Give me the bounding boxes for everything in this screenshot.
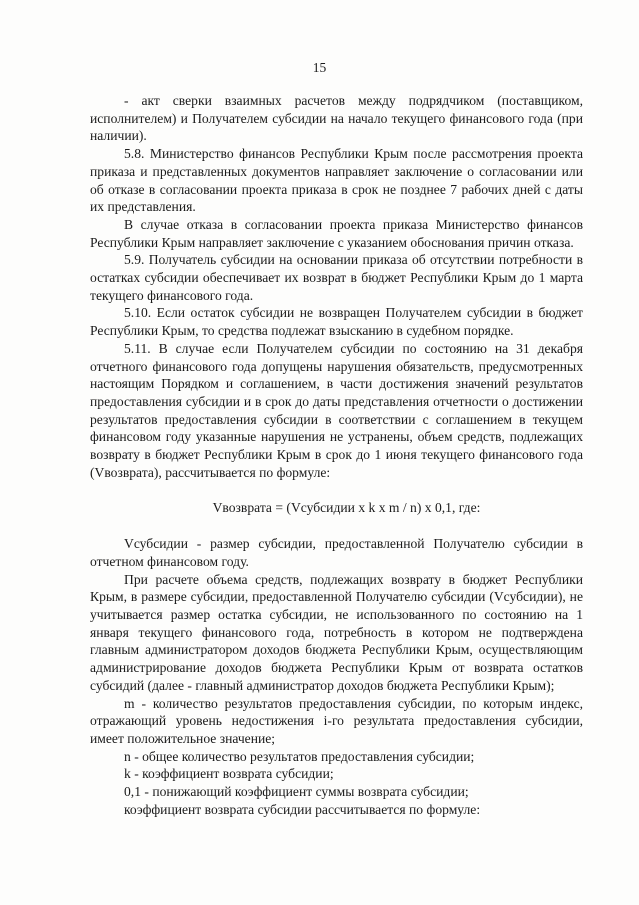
paragraph-refusal: В случае отказа в согласовании проекта приказа Министерство финансов Республики Крым направляет заключение с указанием обоснования причин отказа. [90,216,583,250]
paragraph-coefficient-formula-intro: коэффициент возврата субсидии рассчитывается по формуле: [124,801,481,817]
paragraph-5-10: 5.10. Если остаток субсидии не возвращен Получателем субсидии в бюджет Республики Крым, то средства подлежат взысканию в судебном порядке. [90,305,583,339]
formula-return-volume: Vвозврата = (Vсубсидии x k x m / n) x 0,1, где: [212,500,481,516]
page-number: 15 [312,60,327,75]
definition-m: m - количество результатов предоставления субсидии, по которым индекс, отражающий уровень недостижения i-го результата предоставления субсидии, имеет положительное значение; [90,695,583,746]
paragraph-calculation-note: При расчете объема средств, подлежащих возврату в бюджет Республики Крым, в размере субсидии, предоставленной Получателю субсидии (Vсубсидии), не учитывается размер остатка субсидии, не использованного по состоянию на 1 января текущего финансового года, потребность в котором не подтверждена главным администратором доходов бюджета Республики Крым, осуществляющим администрирование доходов бюджета Республики Крым от возврата остатков субсидий (далее - главный администратор доходов бюджета Республики Крым); [90,571,583,693]
definition-n: n - общее количество результатов предоставления субсидии; [124,748,475,764]
paragraph-5-11: 5.11. В случае если Получателем субсидии по состоянию на 31 декабря отчетного финансового года допущены нарушения обязательств, предусмотренных настоящим Порядком и соглашением, в части достижения значений результатов предоставления субсидии и в срок до даты представления отчетности о достижении результатов предоставления субсидии в соответствии с соглашением в текущем финансовом году указанные нарушения не устранены, объем средств, подлежащих возврату в бюджет Республики Крым в срок до 1 июня текущего финансового года (Vвозврата), рассчитывается по формуле: [90,340,583,480]
document-body [90,92,583,818]
paragraph-5-8: 5.8. Министерство финансов Республики Крым после рассмотрения проекта приказа и представленных документов направляет заключение о согласовании или об отказе в согласовании проекта приказа в срок не позднее 7 рабочих дней с даты их представления. [90,146,583,215]
paragraph-5-9: 5.9. Получатель субсидии на основании приказа об отсутствии потребности в остатках субсидии обеспечивает их возврат в бюджет Республики Крым до 1 марта текущего финансового года. [90,252,583,303]
paragraph-act-reconciliation: - акт сверки взаимных расчетов между подрядчиком (поставщиком, исполнителем) и Получателем субсидии на начало текущего финансового года (при наличии). [90,93,583,144]
definition-v-subsidy: Vсубсидии - размер субсидии, предоставленной Получателю субсидии в отчетном финансовом году. [90,536,583,569]
definition-reduction-coefficient: 0,1 - понижающий коэффициент суммы возврата субсидии; [124,784,469,800]
definition-k: k - коэффициент возврата субсидии; [124,766,334,782]
